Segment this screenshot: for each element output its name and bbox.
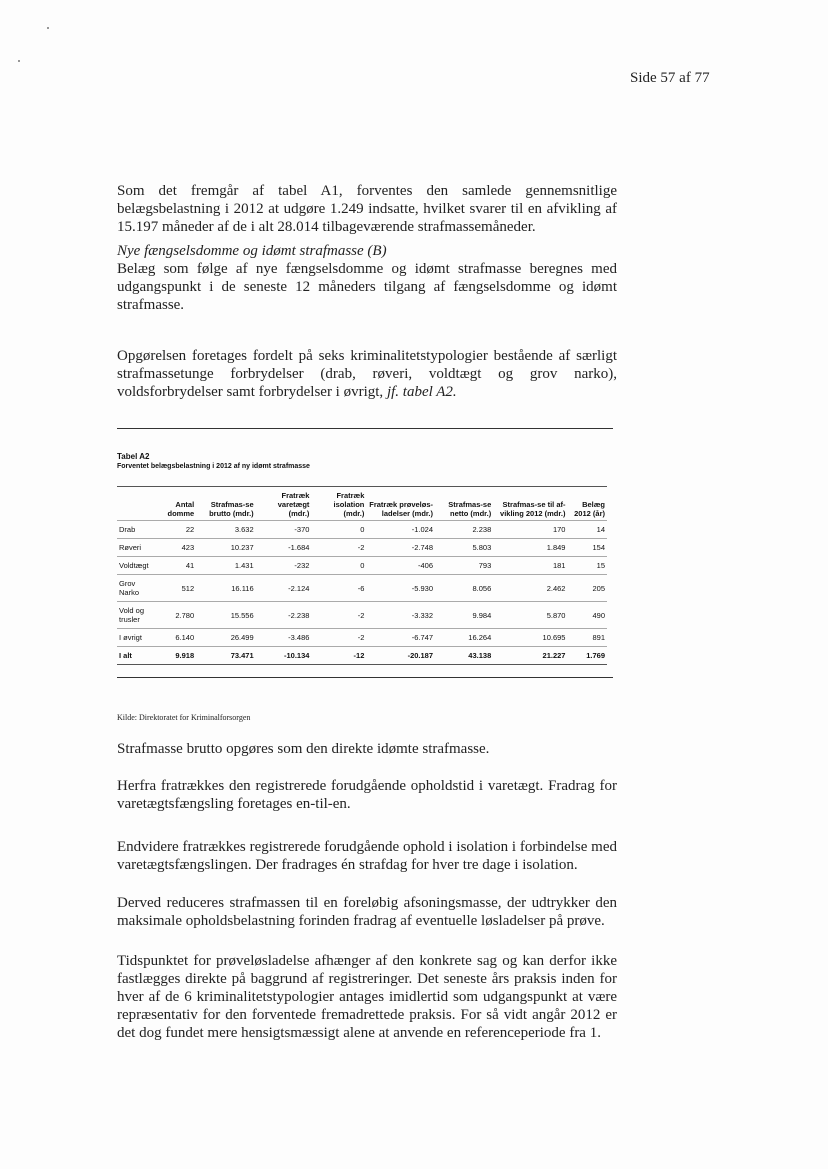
column-header: Belæg 2012 (år) (574, 500, 605, 518)
table-cell: 181 (493, 557, 567, 575)
table-row (117, 539, 607, 557)
paragraph: Som det fremgår af tabel A1, forventes den samlede gennemsnitlige belægsbelastning i 2012 at udgøre 1.249 indsatte, hvilket svarer til en afvikling af 15.197 måneder af de i alt 28.014 tilbageværende strafmassemåneder. (117, 183, 617, 235)
table-cell: -2.124 (256, 575, 312, 602)
table-cell: 205 (567, 575, 607, 602)
column-header: Antal domme (167, 500, 195, 518)
table-cell: 8.056 (435, 575, 493, 602)
row-label: Voldtægt (117, 557, 158, 575)
row-label: Drab (117, 521, 158, 539)
table-cell: -232 (256, 557, 312, 575)
table-cell: 73.471 (196, 647, 256, 665)
table-cell: -3.332 (366, 602, 435, 629)
table-cell: 14 (567, 521, 607, 539)
table-row (117, 575, 607, 602)
table-cell: 1.769 (567, 647, 607, 665)
table-cell: -2.748 (366, 539, 435, 557)
page-number: Side 57 af 77 (630, 70, 710, 86)
table-row (117, 647, 607, 665)
paragraph: Tidspunktet for prøveløsladelse afhænger af den konkrete sag og kan derfor ikke fastlægges direkte på baggrund af registreringer. Det seneste års praksis inden for hver af de 6 kriminalitetstypologier antages imidlertid som udgangspunkt at være repræsentativ for den forventede fremadrettede praksis. For så vidt angår 2012 er det dog fundet mere hensigtsmæssigt alene at anvende en referenceperiode fra 1. (117, 953, 617, 1041)
table-cell: 0 (311, 521, 366, 539)
table-cell: 5.803 (435, 539, 493, 557)
table-cell: -20.187 (366, 647, 435, 665)
table-cell: 1.849 (493, 539, 567, 557)
data-table (117, 486, 607, 665)
table-cell: 423 (158, 539, 197, 557)
scan-speck (47, 27, 49, 29)
table-source: Kilde: Direktoratet for Kriminalforsorgen (117, 713, 251, 722)
column-header: Fratræk varetægt (mdr.) (277, 491, 310, 518)
table-cell: 10.237 (196, 539, 256, 557)
table-cell: -2 (311, 602, 366, 629)
paragraph: Endvidere fratrækkes registrerede forudgående ophold i isolation i forbindelse med varetægtsfængslingen. Der fradrages én strafdag for hver tre dage i isolation. (117, 839, 617, 873)
table-cell: 793 (435, 557, 493, 575)
table-cell: 490 (567, 602, 607, 629)
table-cell: 170 (493, 521, 567, 539)
table-cell: -2 (311, 629, 366, 647)
table-cell: 154 (567, 539, 607, 557)
table-title: Tabel A2 (117, 452, 150, 461)
table-reference: jf. tabel A2. (386, 384, 457, 400)
table-cell: -6.747 (366, 629, 435, 647)
table-cell: 1.431 (196, 557, 256, 575)
table-cell: 2.780 (158, 602, 197, 629)
table-cell: 22 (158, 521, 197, 539)
table-cell: 41 (158, 557, 197, 575)
table-cell: 3.632 (196, 521, 256, 539)
table-row (117, 557, 607, 575)
table-cell: -406 (366, 557, 435, 575)
table-cell: 10.695 (493, 629, 567, 647)
table-cell: -10.134 (256, 647, 312, 665)
paragraph: Derved reduceres strafmassen til en foreløbig afsoningsmasse, der udtrykker den maksimale opholdsbelastning forinden fradrag af eventuelle løsladelser på prøve. (117, 895, 617, 929)
row-label: Røveri (117, 539, 158, 557)
paragraph: Strafmasse brutto opgøres som den direkte idømte strafmasse. (117, 741, 490, 757)
table-cell: 21.227 (493, 647, 567, 665)
row-label: Grov Narko (117, 575, 158, 602)
table-row (117, 602, 607, 629)
column-header: Strafmas-se til af-vikling 2012 (mdr.) (500, 500, 566, 518)
table-cell: 5.870 (493, 602, 567, 629)
table-cell: 15 (567, 557, 607, 575)
table-cell: -3.486 (256, 629, 312, 647)
table-cell: -1.684 (256, 539, 312, 557)
divider (117, 677, 613, 678)
table-a2 (117, 452, 607, 665)
column-header (117, 487, 158, 521)
table-cell: -6 (311, 575, 366, 602)
table-cell: -370 (256, 521, 312, 539)
table-row (117, 629, 607, 647)
paragraph (117, 347, 617, 401)
table-cell: 16.264 (435, 629, 493, 647)
row-label: Vold og trusler (117, 602, 158, 629)
table-cell: -2.238 (256, 602, 312, 629)
column-header: Strafmas-se brutto (mdr.) (209, 500, 254, 518)
column-header: Fratræk isolation (mdr.) (333, 491, 365, 518)
table-cell: -2 (311, 539, 366, 557)
table-cell: 0 (311, 557, 366, 575)
section-heading: Nye fængselsdomme og idømt strafmasse (B) (117, 243, 387, 259)
table-cell: 2.462 (493, 575, 567, 602)
table-cell: 43.138 (435, 647, 493, 665)
table-cell: 9.984 (435, 602, 493, 629)
row-label: I øvrigt (117, 629, 158, 647)
table-cell: 9.918 (158, 647, 197, 665)
paragraph: Herfra fratrækkes den registrerede forudgående opholdstid i varetægt. Fradrag for varetægtsfængsling foretages en-til-en. (117, 778, 617, 812)
column-header: Fratræk prøveløs-ladelser (mdr.) (369, 500, 434, 518)
table-subtitle: Forventet belægsbelastning i 2012 af ny idømt strafmasse (117, 463, 310, 470)
column-header: Strafmas-se netto (mdr.) (448, 500, 492, 518)
table-cell: 2.238 (435, 521, 493, 539)
paragraph-text: Opgørelsen foretages fordelt på seks kriminalitetstypologier bestående af særligt strafmassetunge forbrydelser (drab, røveri, voldtægt og grov narko), voldsforbrydelser samt forbrydelser i øvrigt, (117, 348, 617, 400)
table-cell: 891 (567, 629, 607, 647)
table-cell: -1.024 (366, 521, 435, 539)
paragraph: Belæg som følge af nye fængselsdomme og idømt strafmasse beregnes med udgangspunkt i de seneste 12 måneders tilgang af fængselsdomme og idømt strafmasse. (117, 261, 617, 313)
table-cell: 26.499 (196, 629, 256, 647)
table-cell: -5.930 (366, 575, 435, 602)
table-cell: 6.140 (158, 629, 197, 647)
table-cell: 512 (158, 575, 197, 602)
table-row (117, 521, 607, 539)
table-cell: 15.556 (196, 602, 256, 629)
divider (117, 428, 613, 429)
row-label: I alt (117, 647, 158, 665)
table-cell: -12 (311, 647, 366, 665)
scan-speck (18, 60, 20, 62)
table-cell: 16.116 (196, 575, 256, 602)
